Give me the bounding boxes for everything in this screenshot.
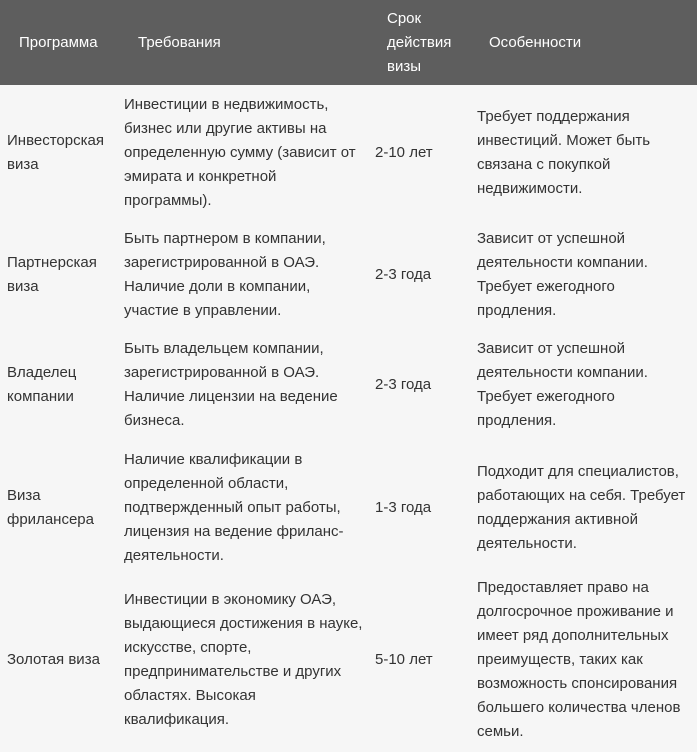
cell-features: Предоставляет право на долгосрочное проживание и имеет ряд дополнительных преимуществ, таких как возможность спонсирования большего количества членов семьи. [477, 579, 681, 740]
cell-requirements: Наличие квалификации в определенной области, подтвержденный опыт работы, лицензия на ведение фриланс-деятельности. [124, 450, 344, 564]
cell-features: Зависит от успешной деятельности компании. Требует ежегодного продления. [477, 340, 648, 429]
cell-validity: 2-3 года [375, 266, 432, 283]
cell-features: Требует поддержания инвестиций. Может быть связана с покупкой недвижимости. [477, 107, 651, 197]
table-row [0, 85, 697, 220]
header-features: Особенности [489, 33, 582, 51]
cell-requirements: Инвестиции в недвижимость, бизнес или другие активы на определенную сумму (зависит от эмирата и конкретной программы). [124, 95, 356, 209]
cell-validity: 5-10 лет [375, 651, 433, 668]
cell-validity: 1-3 года [375, 498, 432, 516]
cell-program: Виза фрилансера [7, 486, 94, 528]
table-row [0, 220, 697, 330]
table-row [0, 330, 697, 440]
cell-validity: 2-10 лет [375, 143, 433, 161]
header-requirements: Требования [138, 33, 221, 51]
cell-requirements: Быть партнером в компании, зарегистрированной в ОАЭ. Наличие доли в компании, участие в управлении. [124, 230, 326, 319]
cell-program: Партнерская виза [7, 254, 97, 295]
table-row [0, 440, 697, 575]
cell-program: Золотая виза [7, 651, 100, 668]
cell-features: Зависит от успешной деятельности компании. Требует ежегодного продления. [477, 230, 648, 319]
cell-features: Подходит для специалистов, работающих на себя. Требует поддержания активной деятельности. [477, 462, 686, 552]
cell-requirements: Быть владельцем компании, зарегистрированной в ОАЭ. Наличие лицензии на ведение бизнеса. [124, 340, 338, 429]
cell-program: Инвесторская виза [7, 131, 104, 173]
cell-validity: 2-3 года [375, 376, 432, 393]
table-header [0, 0, 697, 85]
table-row [0, 575, 697, 752]
header-program: Программа [19, 33, 98, 51]
cell-requirements: Инвестиции в экономику ОАЭ, выдающиеся достижения в науке, искусстве, спорте, предпринимательстве и других областях. Высокая квалификация. [124, 591, 363, 728]
header-validity: Срок действия визы [387, 9, 452, 75]
cell-program: Владелец компании [7, 364, 77, 405]
